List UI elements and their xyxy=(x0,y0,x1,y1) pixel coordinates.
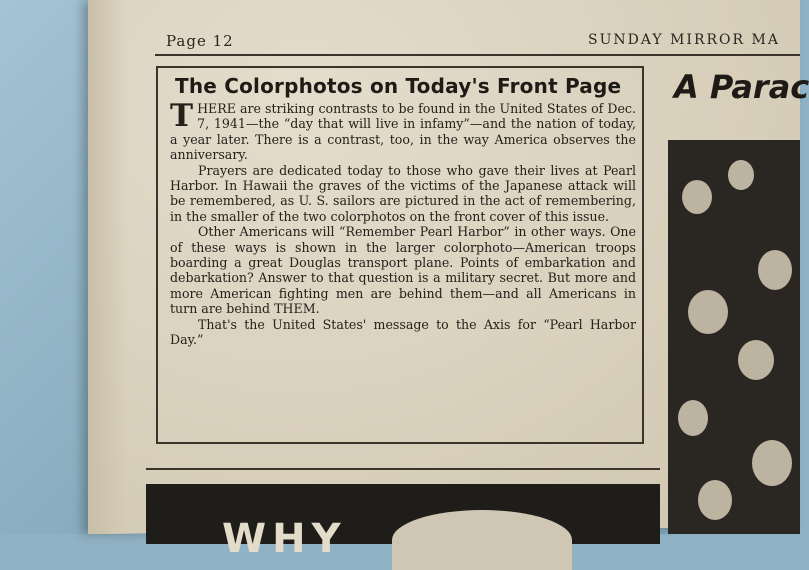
photo-highlight xyxy=(682,180,712,214)
article-paragraph-2: Prayers are dedicated today to those who gave their lives at Pearl Harbor. In Hawaii the graves of the victims of the Japanese attack will be remembered, as U. S. sailors are pictured in the act of remembering, in the smaller of the two colorphotos on the front cover of this issue. xyxy=(170,162,636,224)
side-headline: A Parac xyxy=(674,68,809,106)
page-header xyxy=(160,32,800,52)
article-paragraph-1 xyxy=(170,98,636,163)
paragraph-1-text: HERE are striking contrasts to be found in the United States of Dec. 7, 1941—the “day that will live in infamy”—and the nation of today, a year later. There is a contrast, too, in the way America observes the anniversary. xyxy=(170,101,636,163)
advertisement-photo xyxy=(392,510,572,570)
photo-highlight xyxy=(758,250,792,290)
article-paragraph-3: Other Americans will “Remember Pearl Harbor” in other ways. One of these ways is shown in the larger colorphoto—American troops boarding a great Douglas transport plane. Points of embarkation and debarkation? Answer to that question is a military secret. But more and more American fighting men are behind them—and all Americans in turn are behind THEM. xyxy=(170,224,636,317)
article-paragraph-4: That's the United States' message to the Axis for “Pearl Harbor Day.” xyxy=(170,316,636,348)
photo-highlight xyxy=(678,400,708,436)
article-body xyxy=(170,98,636,348)
advertisement-headline: WHY xyxy=(222,516,347,562)
bottom-rule xyxy=(146,468,660,470)
photo-highlight xyxy=(738,340,774,380)
paper-edge xyxy=(88,0,128,534)
publication-name: SUNDAY MIRROR MA xyxy=(588,32,780,48)
crowd-photo xyxy=(668,140,800,534)
photo-highlight xyxy=(688,290,728,334)
header-rule xyxy=(155,54,800,56)
drop-cap: T xyxy=(170,98,194,134)
page-number: Page 12 xyxy=(166,32,234,50)
photo-highlight xyxy=(698,480,732,520)
photo-highlight xyxy=(728,160,754,190)
photo-highlight xyxy=(752,440,792,486)
article-title: The Colorphotos on Today's Front Page xyxy=(175,74,622,98)
